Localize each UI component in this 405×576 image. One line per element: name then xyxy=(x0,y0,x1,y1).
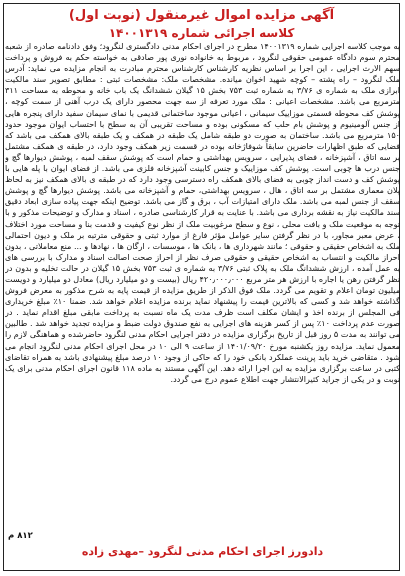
notice-title: آگهی مزایده اموال غیرمنقول (نوبت اول) xyxy=(68,8,335,23)
notice-signature: دادورز اجرای احکام مدنی لنگرود –مهدی زاده xyxy=(81,545,324,558)
notice-case-number: کلاسه اجرائی شماره ۱۴۰۰۱۳۱۹ xyxy=(108,26,295,40)
notice-body: به موجب کلاسه اجرایی شماره ۱۴۰۰۱۳۱۹ مطرح در اجرای احکام مدنی دادگستری لنگرود؛ وفق دادنامه صادره از شعبه محترم سوم دادگاه عمومی حقوقی لنگرود ، مربوط به خانواده نوری پور صادقی به خواسته حکم به فروش و پرداخت سهم الارث اجرایی ، این اجرا بر اساس نظریه کارشناس کارشناس محترم مبادرت به انجام مزایده می نماید: آدرس ملک لنگرود – راه پشته – کوچه شهید اخوان میانده. مشخصات ملک: مشخصات ثبتی : مطابق تصویر سند مالکیت ابرازی ملک به شماره ی ۳/۷۶ به شماره ثبت ۷۵۳ بخش ۱۵ گیلان ششدانگ یک باب خانه و محوطه به مساحت ۳۱۱ مترمربع می باشد. مشخصات اعیانی : ملک مورد تعرفه از سه جهت محصور دارای یک درب آهنی از سمت کوچه ، پوشش کف محوطه قسمتی موزاییک سیمانی ، اعیانی موجود ساختمانی قدیمی با نمای سیمان سفید دارای پنجره هایی از جنس آلومینیوم و پوشش بام حلب که مسکونی بوده و مساحت تقریبی آن به سطح با احتساب ایوان موجود حدود ۱۵۰ مترمربع می باشد. ساختمان به صورت دو طبقه شامل یک طبقه در همکف و یک طبقه بالای همکف می باشد که فضایی که طبق اظهارات حاضرین سابقاً شوفاژخانه بوده در قسمت زیر همکف وجود دارد، در طبقه ی همکف مشتمل بر سه اتاق ، آشپزخانه ، فضای پذیرایی ، سرویس بهداشتی و حمام است که پوشش سقف لمبه ، پوشش دیوارها گچ و جنس درب ها چوبی است. پوشش کف موزاییک و جنس کابینت آشپزخانه فلزی می باشد. از فضای ایوان با پله هایی با پوشش کف و دست انداز چوبی به فضای بالای همکف راه دسترسی وجود دارد که در طبقه ی بالای همکف نیز به لحاظ پلان معماری مشتمل بر سه اتاق ، هال ، سرویس بهداشتی، حمام و آشپزخانه می باشد. پوشش دیوارها گچ و پوشش سقف از جنس لمبه می باشد. ملک دارای امتیازات آب ، برق و گاز می باشد. توضیح اینکه جهت پیاده سازی ابعاد دقیق سند مالکیت نیاز به نقشه برداری می باشد. با عنایت به قرار کارشناسی صادره ، اسناد و مدارک و توضیحات مذکور و با توجه به موقعیت ملک و بافت محلی ، نوع و سطح مرغوبیت ملک از نظر نوع کیفیت و قدمت بنا و مساحت مورد اختلاف ، عرض معبر مجاور، با در نظر گرفتن سایر عوامل مؤثر فارغ از موارد ثبتی و حقوقی مترتبه بر ملک و دیون احتمالی ملک به اشخاص حقیقی و حقوقی ؛ مانند شهرداری ها ، بانک ها ، موسسات ، ارگان ها ، نهادها و ... منع معاملاتی ، بدون احراز مالکیت و انتساب به اشخاص حقیقی و حقوقی صرف نظر از احراز صحت اصالت اسناد و مدارک با بررسی های به عمل آمده ، ارزش ششدانگ ملک به پلاک ثبتی ۳/۷۶ به شماره ی ثبت ۷۵۳ بخش ۱۵ گیلان در حالت تخلیه و بدون در نظر گرفتن رهن یا اجاره با ارزش هر متر مربع ۴۲۰٫۰۰۰٫۰۰۰ ریال (بیست و دو میلیارد ریال) معادل دو میلیارد و دویست میلیون تومان اعلام و تقویم می گردد. ملک فوق الذکر از طریق مزایده از قیمت پایه به شرح مذکور به معرض فروش گذاشته خواهد شد و کسی که بالاترین قیمت را پیشنهاد نماید برنده مزایده اعلام خواهد شد. ضمنا ۱۰٪ مبلغ خریداری فی المجلس از برنده اخذ و ایشان مکلف است ظرف مدت یک ماه نسبت به پرداخت مابقی مبلغ اقدام نماید . در صورت عدم پرداخت ۱۰٪ پس از کسر هزینه های اجرایی به نفع صندوق دولت ضبط و مزایده تجدید خواهد شد . طالبین می توانند به مدت ۵ روز قبل از تاریخ برگزاری مزایده در دفتر اجرایی احکام مدنی لنگرود حاضرشده و هماهنگی لازم را معمول نماید. مزایده روز یکشنبه مورخ ۱۴۰۱/۰۹/۲۰ از ساعت ۹ الی ۱۰ در محل اجرای احکام مدنی لنگرود انجام می شود . متقاضی خرید باید پرینت عملکرد بانکی خود را که حاکی از وجود ۱۰ درصد مبلغ پیشنهادی باشد به همراه تقاضای کتبی در ساعت برگزاری مزایده به این اجرا ارائه دهد. این آگهی مستند به ماده ۱۱۸ قانون اجرای احکام مدنی برای یک نوبت و در یکی از جراید کثیرالانتشار جهت اطلاع عموم درج می گردد. xyxy=(5,42,400,384)
notice-header xyxy=(4,4,399,44)
notice-code: ۸۱۲ م xyxy=(8,531,33,541)
